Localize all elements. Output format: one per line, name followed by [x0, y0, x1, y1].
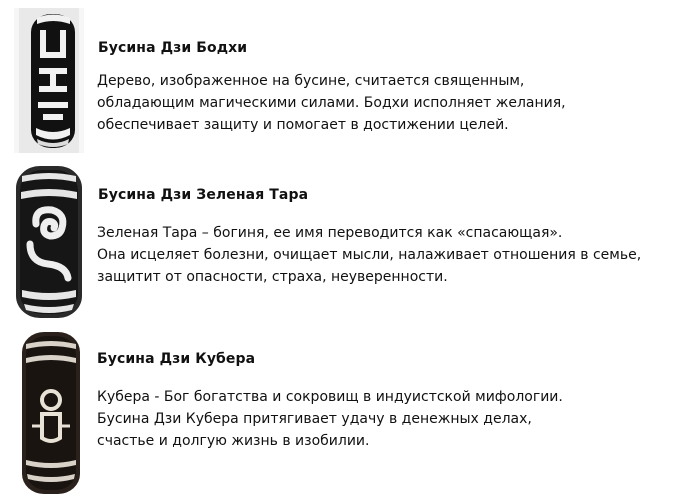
bodhi-bead-image [14, 8, 84, 153]
kubera-bead-image [18, 330, 84, 496]
bodhi-bead-icon [14, 8, 84, 153]
green-tara-description [97, 222, 641, 288]
kubera-bead-icon [18, 330, 84, 496]
kubera-description-line: Бусина Дзи Кубера притягивает удачу в денежных делах, [97, 411, 532, 427]
green-tara-bead-image [10, 162, 84, 322]
green-tara-bead-icon [10, 162, 84, 322]
kubera-description-line: Кубера - Бог богатства и сокровищ в индуистской мифологии. [97, 389, 563, 405]
green-tara-description-line: защитит от опасности, страха, неуверенности. [97, 269, 448, 285]
bodhi-title: Бусина Дзи Бодхи [98, 40, 248, 56]
kubera-title: Бусина Дзи Кубера [97, 351, 256, 367]
green-tara-description-line: Зеленая Тара – богиня, ее имя переводится как «спасающая». [97, 225, 563, 241]
green-tara-description-line: Она исцеляет болезни, очищает мысли, налаживает отношения в семье, [97, 247, 642, 263]
kubera-description-line: счастье и долгую жизнь в изобилии. [97, 433, 370, 449]
green-tara-title: Бусина Дзи Зеленая Тара [98, 187, 309, 203]
bodhi-description-line: обладающим магическими силами. Бодхи исполняет желания, [97, 95, 566, 111]
kubera-description [97, 386, 563, 452]
bodhi-description-line: обеспечивает защиту и помогает в достижении целей. [97, 117, 509, 133]
bodhi-description-line: Дерево, изображенное на бусине, считается священным, [97, 73, 525, 89]
bodhi-description [97, 70, 566, 136]
